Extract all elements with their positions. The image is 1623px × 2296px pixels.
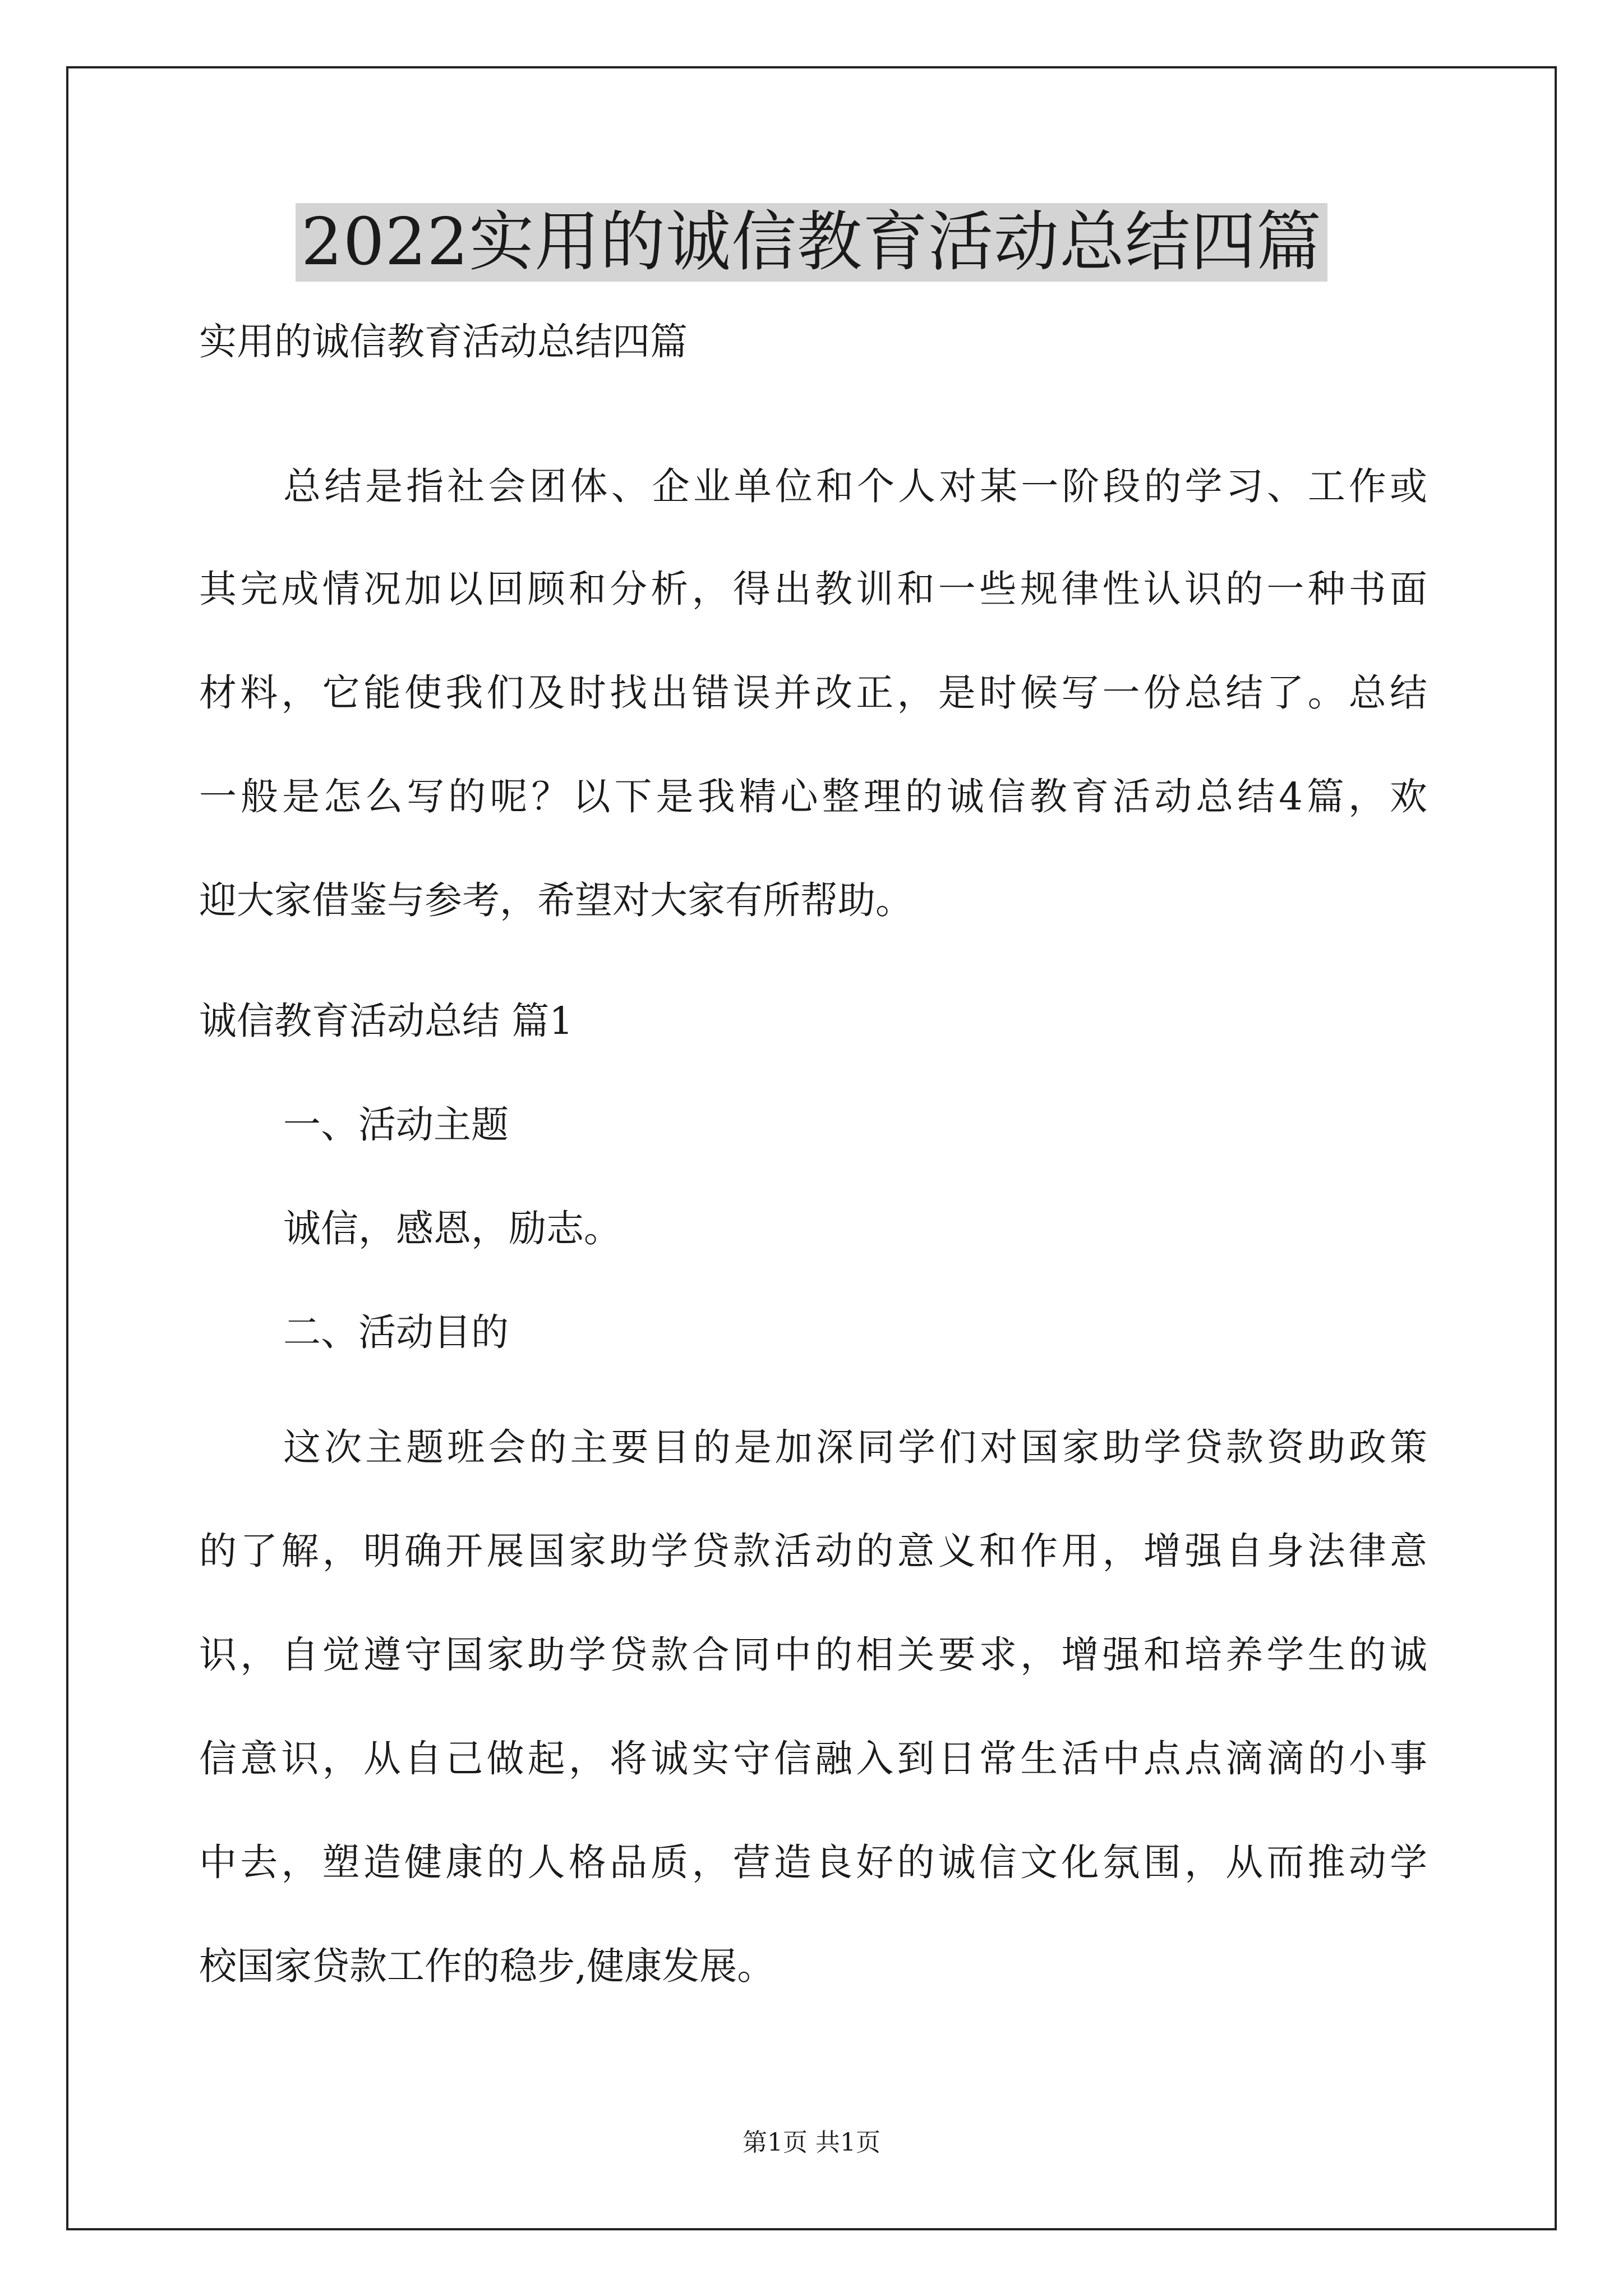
section-heading: 诚信教育活动总结 篇1 bbox=[199, 999, 573, 1043]
subtitle-line: 实用的诚信教育活动总结四篇 bbox=[199, 320, 688, 364]
purpose-line-3: 识，自觉遵守国家助学贷款合同中的相关要求，增强和培养学生的诚 bbox=[199, 1633, 1427, 1677]
purpose-line-5: 中去，塑造健康的人格品质，营造良好的诚信文化氛围，从而推动学 bbox=[199, 1841, 1427, 1884]
intro-line-4: 一般是怎么写的呢？以下是我精心整理的诚信教育活动总结4篇，欢 bbox=[199, 775, 1427, 818]
intro-line-3: 材料，它能使我们及时找出错误并改正，是时候写一份总结了。总结 bbox=[199, 671, 1427, 715]
purpose-line-6: 校国家贷款工作的稳步,健康发展。 bbox=[199, 1944, 775, 1988]
purpose-line-2: 的了解，明确开展国家助学贷款活动的意义和作用，增强自身法律意 bbox=[199, 1529, 1427, 1573]
activity-theme-text: 诚信，感恩，励志。 bbox=[283, 1207, 621, 1250]
title-container bbox=[0, 203, 1623, 282]
document-title: 2022实用的诚信教育活动总结四篇 bbox=[296, 203, 1327, 282]
intro-line-2: 其完成情况加以回顾和分析，得出教训和一些规律性认识的一种书面 bbox=[199, 567, 1427, 611]
intro-line-1: 总结是指社会团体、企业单位和个人对某一阶段的学习、工作或 bbox=[283, 464, 1427, 508]
purpose-line-4: 信意识，从自己做起，将诚实守信融入到日常生活中点点滴滴的小事 bbox=[199, 1737, 1427, 1780]
heading-activity-theme: 一、活动主题 bbox=[283, 1103, 509, 1147]
intro-line-5: 迎大家借鉴与参考，希望对大家有所帮助。 bbox=[199, 878, 913, 922]
purpose-line-1: 这次主题班会的主要目的是加深同学们对国家助学贷款资助政策 bbox=[283, 1425, 1427, 1469]
heading-activity-purpose: 二、活动目的 bbox=[283, 1310, 509, 1354]
page-footer: 第1页 共1页 bbox=[743, 2128, 880, 2157]
